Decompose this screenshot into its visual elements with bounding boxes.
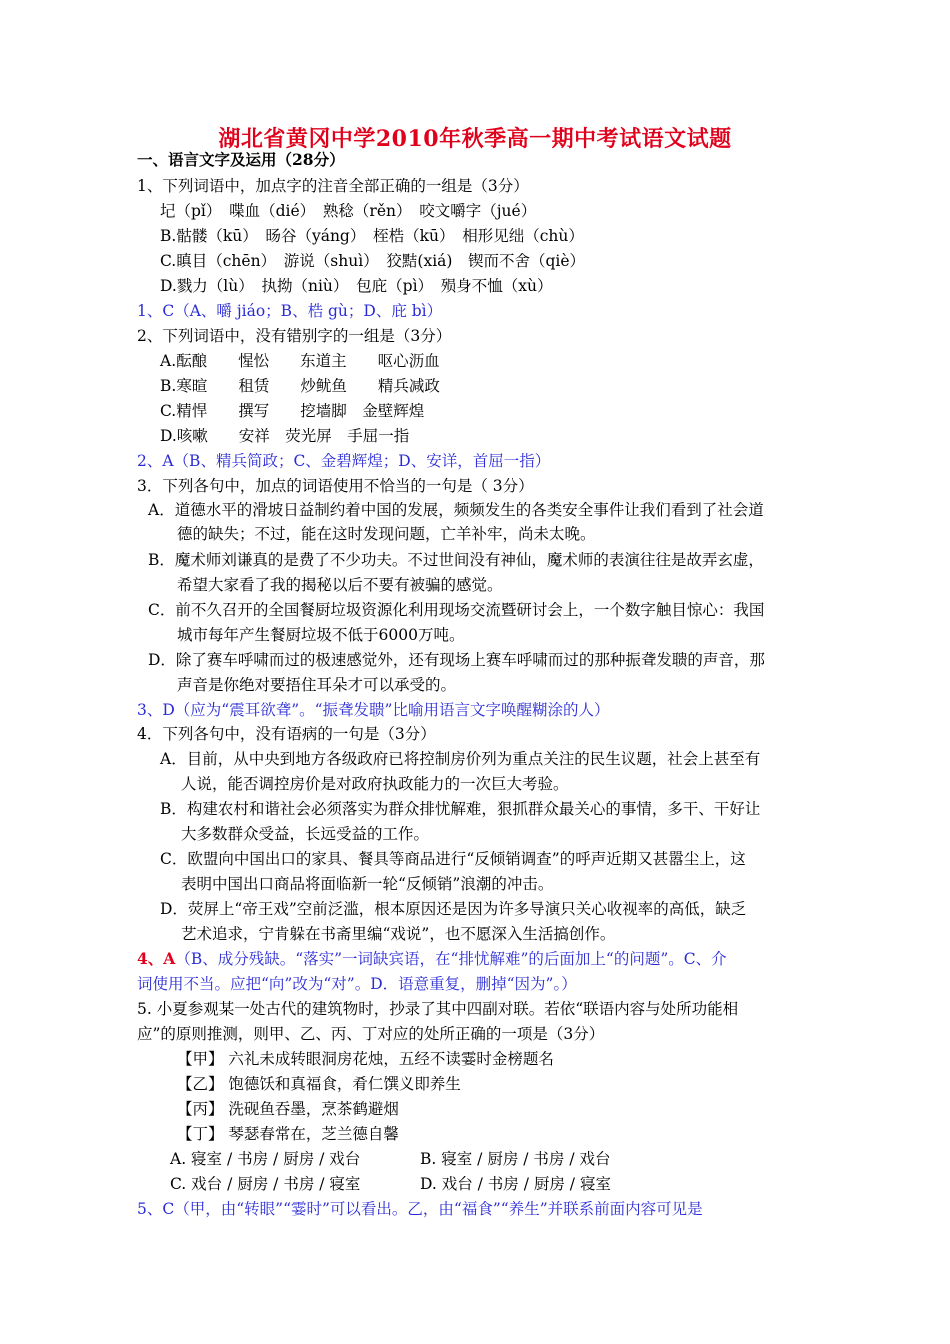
- q2-option-d: D.咳嗽 安祥 荧光屏 手屈一指: [160, 427, 410, 445]
- section-heading: 一、语言文字及运用（28分）: [137, 150, 345, 169]
- q3-option-d-line2: 声音是你绝对要捂住耳朵才可以承受的。: [177, 676, 457, 694]
- q3-option-c-line2: 城市每年产生餐厨垃圾不低于6000万吨。: [177, 626, 465, 644]
- q4-option-c-line1: C．欧盟向中国出口的家具、餐具等商品进行“反倾销调查”的呼声近期又甚嚣尘上，这: [160, 850, 746, 868]
- q3-option-c-line1: C．前不久召开的全国餐厨垃圾资源化利用现场交流暨研讨会上，一个数字触目惊心：我国: [148, 601, 765, 619]
- q3-answer: 3、D（应为“震耳欲聋”。“振聋发聩”比喻用语言文字唤醒糊涂的人）: [137, 701, 610, 719]
- couplet-jia: 【甲】 六礼未成转眼洞房花烛，五经不读霎时金榜题名: [177, 1050, 554, 1068]
- q4-answer-label: 4、A: [137, 949, 176, 968]
- q5-option-a: A. 寝室 / 书房 / 厨房 / 戏台: [170, 1150, 361, 1168]
- q4-option-a-line2: 人说，能否调控房价是对政府执政能力的一次巨大考验。: [181, 775, 569, 793]
- q3-option-d-line1: D．除了赛车呼啸而过的极速感觉外，还有现场上赛车呼啸而过的那种振聋发聩的声音，那: [148, 651, 765, 669]
- q4-answer-line1: [137, 949, 727, 969]
- couplet-bing: 【丙】 洗砚鱼吞墨，烹茶鹤避烟: [177, 1100, 399, 1118]
- q5-answer: 5、C（甲，由“转眼”“霎时”可以看出。乙，由“福食”“养生”并联系前面内容可见是: [137, 1200, 703, 1218]
- exam-title: 湖北省黄冈中学2010年秋季高一期中考试语文试题: [218, 126, 732, 152]
- q2-option-a: A.酝酿 惺忪 东道主 呕心沥血: [160, 352, 440, 370]
- q4-option-b-line2: 大多数群众受益，长远受益的工作。: [181, 825, 430, 843]
- q4-stem: 4．下列各句中，没有语病的一句是（3分）: [137, 725, 436, 743]
- q2-answer: 2、A（B、精兵简政；C、金碧辉煌；D、安详，首屈一指）: [137, 452, 551, 470]
- q5-stem-line1: 5. 小夏参观某一处古代的建筑物时，抄录了其中四副对联。若依“联语内容与处所功能相: [137, 1000, 739, 1018]
- q3-option-a-line1: A．道德水平的滑坡日益制约着中国的发展，频频发生的各类安全事件让我们看到了社会道: [148, 501, 764, 519]
- q1-answer: 1、C（A、嚼 jiáo；B、梏 gù；D、庇 bì）: [137, 302, 443, 320]
- q4-answer-text: （B、成分残缺。“落实”一词缺宾语，在“排忧解难”的后面加上“的问题”。C、介: [175, 950, 727, 968]
- q4-option-d-line2: 艺术追求，宁肯躲在书斋里编“戏说”，也不愿深入生活搞创作。: [181, 925, 616, 943]
- q4-option-a-line1: A．目前，从中央到地方各级政府已将控制房价列为重点关注的民生议题，社会上甚至有: [160, 750, 761, 768]
- q5-option-b: B. 寝室 / 厨房 / 书房 / 戏台: [420, 1150, 611, 1168]
- q5-option-c: C. 戏台 / 厨房 / 书房 / 寝室: [170, 1175, 361, 1193]
- q5-option-d: D. 戏台 / 书房 / 厨房 / 寝室: [420, 1175, 611, 1193]
- q5-stem-line2: 应”的原则推测，则甲、乙、丙、丁对应的处所正确的一项是（3分）: [137, 1025, 605, 1043]
- q3-stem: 3．下列各句中，加点的词语使用不恰当的一句是（ 3分）: [137, 477, 534, 495]
- q4-option-b-line1: B．构建农村和谐社会必须落实为群众排忧解难，狠抓群众最关心的事情，多干、干好让: [160, 800, 761, 818]
- q3-option-b-line1: B．魔术师刘谦真的是费了不少功夫。不过世间没有神仙，魔术师的表演往往是故弄玄虚，: [148, 551, 764, 569]
- q4-option-c-line2: 表明中国出口商品将面临新一轮“反倾销”浪潮的冲击。: [181, 875, 554, 893]
- q4-answer-line2: 词使用不当。应把“向”改为“对”。D．语意重复，删掉“因为”。）: [137, 975, 577, 993]
- q1-stem: 1、下列词语中，加点字的注音全部正确的一组是（3分）: [137, 177, 529, 195]
- couplet-ding: 【丁】 琴瑟春常在，芝兰德自馨: [177, 1125, 399, 1143]
- q1-option-b: B.骷髅（kū） 旸谷（yáng） 桎梏（kū） 相形见绌（chù）: [160, 227, 584, 245]
- q3-option-a-line2: 德的缺失；不过，能在这时发现问题，亡羊补牢，尚未太晚。: [177, 525, 596, 543]
- couplet-yi: 【乙】 饱德饫和真福食，肴仁馔义即养生: [177, 1075, 461, 1093]
- q2-option-b: B.寒暄 租赁 炒鱿鱼 精兵减政: [160, 377, 440, 395]
- q2-stem: 2、下列词语中，没有错别字的一组是（3分）: [137, 327, 452, 345]
- q4-option-d-line1: D．荧屏上“帝王戏”空前泛滥，根本原因还是因为许多导演只关心收视率的高低，缺乏: [160, 900, 747, 918]
- q1-option-a: 圮（pǐ） 喋血（dié） 熟稔（rěn） 咬文嚼字（jué）: [160, 202, 537, 220]
- q2-option-c: C.精悍 撰写 挖墙脚 金壁辉煌: [160, 402, 425, 420]
- q1-option-d: D.戮力（lù） 执拗（niù） 包庇（pì） 殒身不恤（xù）: [160, 277, 553, 295]
- q1-option-c: C.瞋目（chēn） 游说（shuì） 狡黠(xiá) 锲而不舍（qiè）: [160, 252, 586, 270]
- q3-option-b-line2: 希望大家看了我的揭秘以后不要有被骗的感觉。: [177, 576, 503, 594]
